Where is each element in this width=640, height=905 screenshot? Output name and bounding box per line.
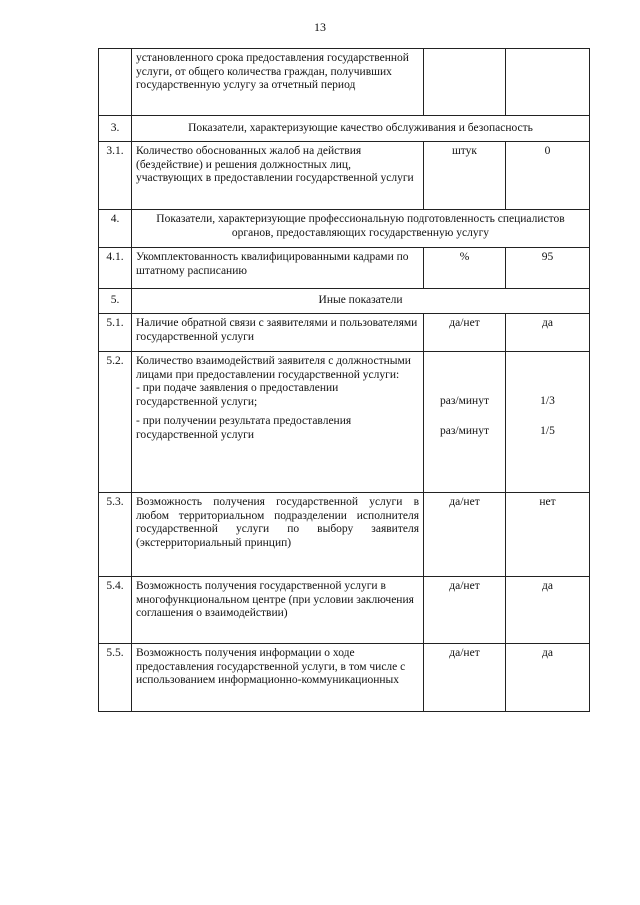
table-row: [99, 352, 590, 493]
indicator-name: Укомплектованность квалифицированными кадрами по штатному расписанию: [132, 248, 424, 289]
section-number: 5.: [99, 289, 132, 314]
value-sub-value: 1/5: [540, 424, 555, 437]
indicator-name: Количество обоснованных жалоб на действия (бездействие) и решения должностных лиц, участвующих в предоставлении государственной услуги: [132, 142, 424, 210]
unit-sub-value: раз/минут: [440, 395, 489, 407]
unit-cell: да/нет: [424, 314, 506, 352]
section-row: [99, 116, 590, 142]
section-row: [99, 210, 590, 248]
indicator-sub-item: - при получении результата предоставления государственной услуги: [136, 415, 352, 441]
indicator-name: Возможность получения информации о ходе предоставления государственной услуги, в том числе с использованием информационно-коммуникационных: [132, 644, 424, 712]
row-number: 5.5.: [99, 644, 132, 712]
indicator-name-main: Количество взаимодействий заявителя с должностными лицами при предоставлении государственной услуги:: [136, 355, 411, 381]
value-cell: [506, 49, 590, 116]
row-number: 5.1.: [99, 314, 132, 352]
table-row: [99, 644, 590, 712]
section-row: [99, 289, 590, 314]
row-number: [99, 49, 132, 116]
value-cell: да: [506, 314, 590, 352]
unit-cell: [424, 352, 506, 493]
value-cell: да: [506, 577, 590, 644]
section-title: Показатели, характеризующие профессиональную подготовленность специалистов органов, предоставляющих государственную услугу: [132, 210, 590, 248]
section-number: 4.: [99, 210, 132, 248]
row-number: 5.2.: [99, 352, 132, 493]
table-row: [99, 493, 590, 577]
indicator-name: Наличие обратной связи с заявителями и пользователями государственной услуги: [132, 314, 424, 352]
value-sub-value: 1/3: [540, 395, 555, 407]
unit-cell: да/нет: [424, 577, 506, 644]
page-number: 13: [314, 20, 326, 34]
unit-cell: %: [424, 248, 506, 289]
table-row: [99, 142, 590, 210]
section-title: Иные показатели: [132, 289, 590, 314]
row-number: 5.3.: [99, 493, 132, 577]
table-row: [99, 248, 590, 289]
table-row: [99, 314, 590, 352]
indicator-name: [132, 352, 424, 493]
unit-cell: штук: [424, 142, 506, 210]
value-cell: нет: [506, 493, 590, 577]
indicator-name: Возможность получения государственной услуги в любом территориальном подразделении исполнителя государственной услуги по выбору заявителя (экстерриториальный принцип): [132, 493, 424, 577]
indicator-name: Возможность получения государственной услуги в многофункциональном центре (при условии заключения соглашения о взаимодействии): [132, 577, 424, 644]
table-row: [99, 577, 590, 644]
section-title: Показатели, характеризующие качество обслуживания и безопасность: [132, 116, 590, 142]
section-number: 3.: [99, 116, 132, 142]
value-cell: да: [506, 644, 590, 712]
unit-cell: да/нет: [424, 493, 506, 577]
indicators-table: [98, 48, 590, 712]
row-number: 5.4.: [99, 577, 132, 644]
unit-cell: да/нет: [424, 644, 506, 712]
unit-cell: [424, 49, 506, 116]
indicator-name: установленного срока предоставления государственной услуги, от общего количества граждан, получивших государственную услугу за отчетный период: [132, 49, 424, 116]
value-cell: 0: [506, 142, 590, 210]
value-cell: 95: [506, 248, 590, 289]
indicator-sub-item: - при подаче заявления о предоставлении государственной услуги;: [136, 382, 339, 408]
row-number: 3.1.: [99, 142, 132, 210]
value-cell: [506, 352, 590, 493]
row-number: 4.1.: [99, 248, 132, 289]
unit-sub-value: раз/минут: [440, 424, 489, 437]
table-row: [99, 49, 590, 116]
